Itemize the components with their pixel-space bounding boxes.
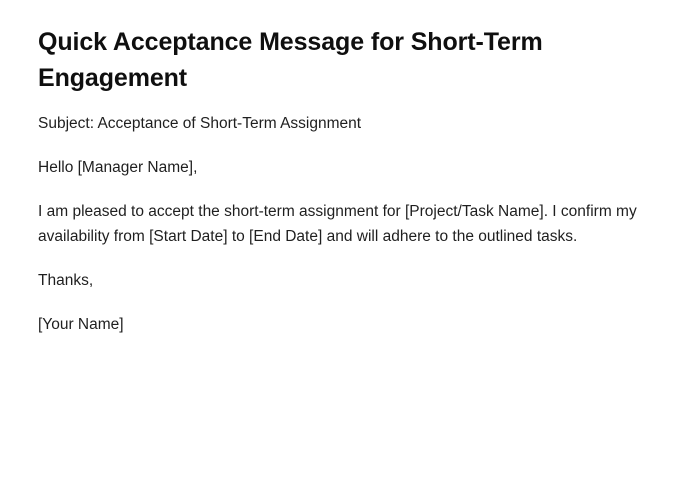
paragraph-signature: [Your Name] [38,316,124,334]
paragraph-acceptance-body: I am pleased to accept the short-term assignment for [Project/Task Name]. I confirm my availability from [Start Date] to [End Date] and will adhere to the outlined tasks. [38,202,637,245]
document-body [38,111,662,338]
paragraph-subject: Subject: Acceptance of Short-Term Assignment [38,114,362,132]
page-title: Quick Acceptance Message for Short-Term Engagement [38,28,543,93]
paragraph-greeting: Hello [Manager Name], [38,158,198,176]
paragraph-closing: Thanks, [38,271,94,289]
